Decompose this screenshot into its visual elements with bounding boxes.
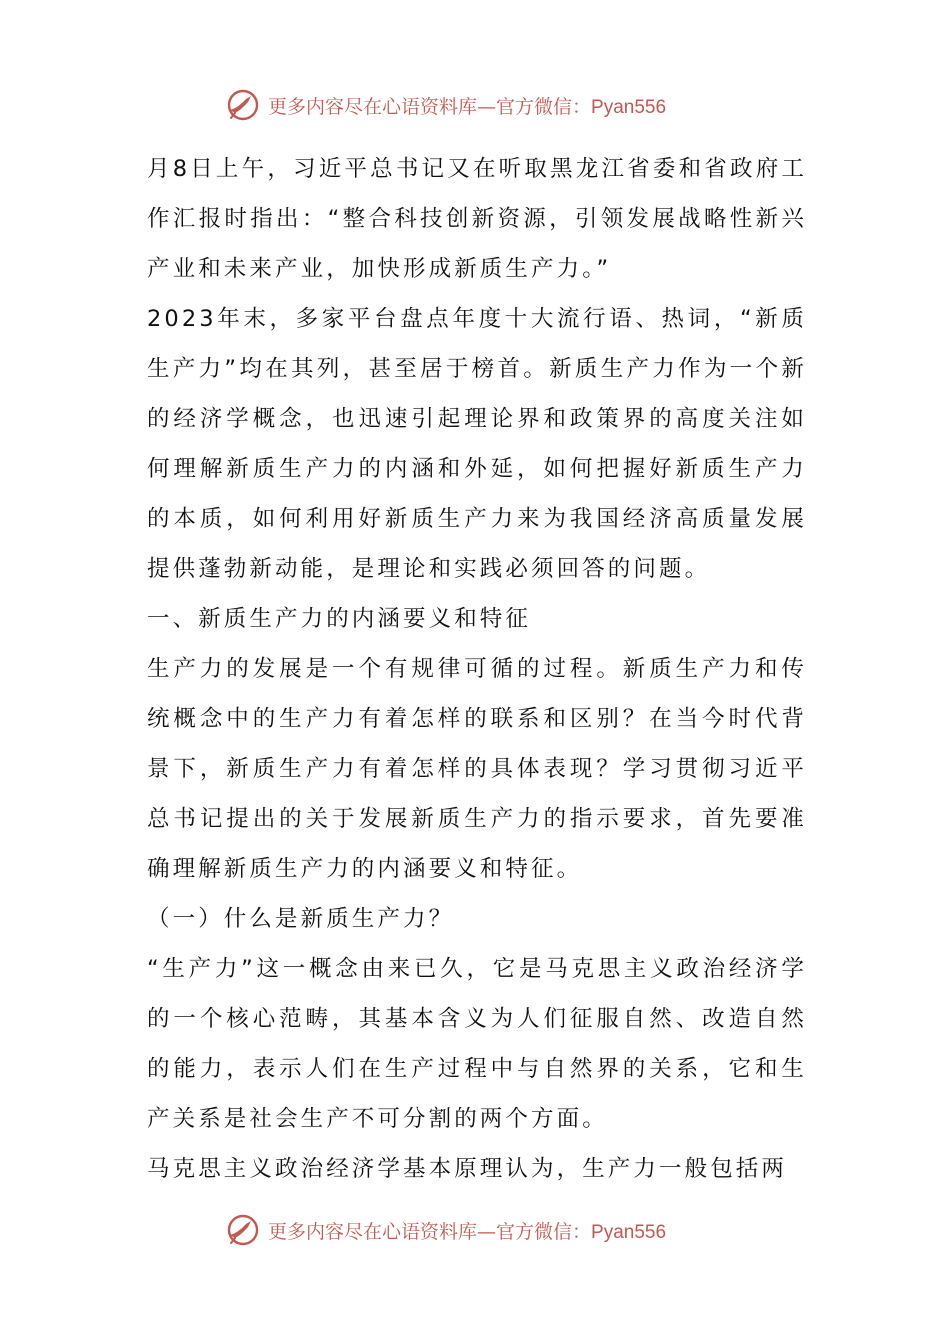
watermark-text: 更多内容尽在心语资料库—官方微信：Pyan556	[268, 1220, 667, 1243]
paragraph: 马克思主义政治经济学基本原理认为，生产力一般包括两	[147, 1156, 788, 1182]
subsection-heading: （一）什么是新质生产力？	[147, 906, 455, 932]
header-watermark	[226, 88, 746, 122]
paragraph: 生产力的发展是一个有规律可循的过程。新质生产力和传统概念中的生产力有着怎样的联系和区别？在当今时代背景下，新质生产力有着怎样的具体表现？学习贯彻习近平总书记提出的关于发展新质生产力的指示要求，首先要准确理解新质生产力的内涵要义和特征。	[147, 656, 807, 882]
pen-logo-icon	[226, 88, 260, 122]
article-body	[147, 144, 807, 1194]
section-heading: 一、新质生产力的内涵要义和特征	[147, 606, 532, 632]
watermark-text: 更多内容尽在心语资料库—官方微信：Pyan556	[268, 95, 667, 118]
paragraph: “生产力”这一概念由来已久，它是马克思主义政治经济学的一个核心范畴，其基本含义为人们征服自然、改造自然的能力，表示人们在生产过程中与自然界的关系，它和生产关系是社会生产不可分割的两个方面。	[147, 956, 807, 1132]
footer-watermark	[226, 1213, 746, 1247]
paragraph: 月8日上午，习近平总书记又在听取黑龙江省委和省政府工作汇报时指出：“整合科技创新资源，引领发展战略性新兴产业和未来产业，加快形成新质生产力。”	[147, 156, 807, 282]
paragraph: 2023年末，多家平台盘点年度十大流行语、热词，“新质生产力”均在其列，甚至居于榜首。新质生产力作为一个新的经济学概念，也迅速引起理论界和政策界的高度关注如何理解新质生产力的内涵和外延，如何把握好新质生产力的本质，如何利用好新质生产力来为我国经济高质量发展提供蓬勃新动能，是理论和实践必须回答的问题。	[147, 306, 807, 582]
pen-logo-icon	[226, 1213, 260, 1247]
